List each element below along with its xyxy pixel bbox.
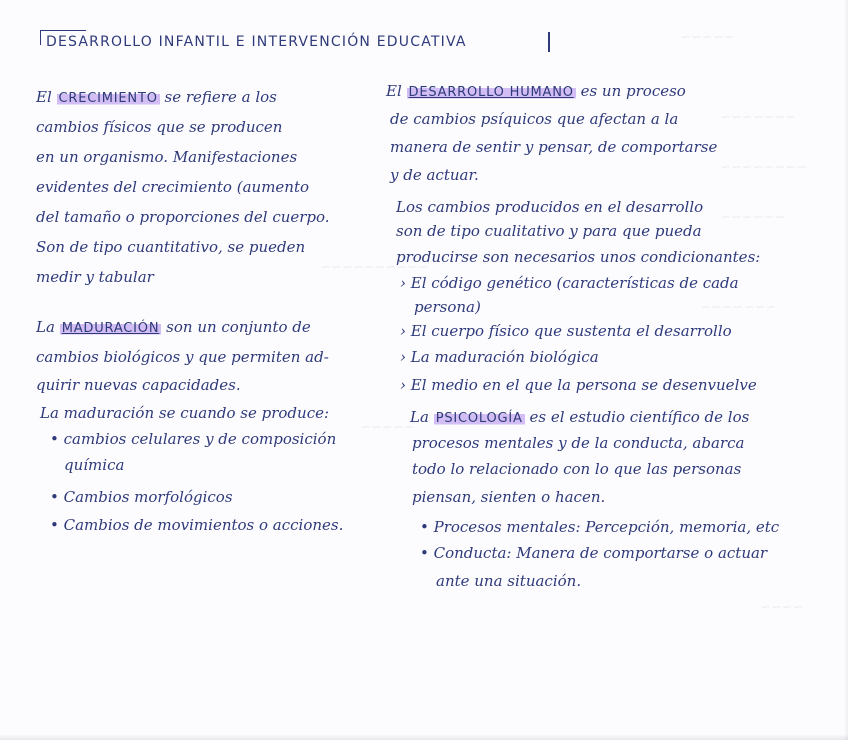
psicologia-text: es el estudio científico de los xyxy=(529,408,750,426)
bleed-through: ~~~~~ xyxy=(680,30,735,45)
bleed-through: ~~~~~~~ xyxy=(720,110,797,125)
maduracion-line: La maduración se cuando se produce: xyxy=(40,404,330,422)
maduracion-term: MADURACIÓN xyxy=(61,321,160,336)
desarrollo-prefix: El xyxy=(386,82,402,100)
crecimiento-line: Son de tipo cuantitativo, se pueden xyxy=(36,238,306,256)
maduracion-bullet: • cambios celulares y de composición xyxy=(50,430,337,448)
bleed-through: ~~~~~ xyxy=(360,420,415,435)
desarrollo-text: es un proceso xyxy=(580,82,686,100)
crecimiento-line: en un organismo. Manifestaciones xyxy=(36,148,298,166)
desarrollo-line: manera de sentir y pensar, de comportarse xyxy=(390,138,718,156)
crecimiento-term: CRECIMIENTO xyxy=(58,91,158,106)
crecimiento-line: cambios físicos que se producen xyxy=(36,118,283,136)
bleed-through: ~~~~~~ xyxy=(720,210,786,225)
crecimiento-prefix: El xyxy=(36,88,52,106)
condicionante-item: › El cuerpo físico que sustenta el desarrollo xyxy=(400,322,732,340)
desarrollo-line: Los cambios producidos en el desarrollo xyxy=(396,198,704,216)
bleed-through: ~~~~ xyxy=(760,600,804,615)
maduracion-line: quirir nuevas capacidades. xyxy=(36,376,241,394)
crecimiento-line: medir y tabular xyxy=(36,268,154,286)
maduracion-prefix: La xyxy=(36,318,55,336)
psicologia-prefix: La xyxy=(410,408,429,426)
bleed-through: ~~~~~~~~ xyxy=(720,160,808,175)
psicologia-line: piensan, sienten o hacen. xyxy=(412,488,606,506)
bleed-through: ~~~~~~~ xyxy=(700,300,777,315)
page-right-edge xyxy=(844,0,848,740)
desarrollo-line: son de tipo cualitativo y para que pueda xyxy=(396,222,702,240)
psicologia-line-0 xyxy=(410,410,749,425)
desarrollo-line: producirse son necesarios unos condicionantes: xyxy=(396,248,761,266)
page-title: DESARROLLO INFANTIL E INTERVENCIÓN EDUCATIVA xyxy=(46,34,467,50)
crecimiento-line: evidentes del crecimiento (aumento xyxy=(36,178,310,196)
maduracion-bullet: • Cambios de movimientos o acciones. xyxy=(50,516,344,534)
crecimiento-line: del tamaño o proporciones del cuerpo. xyxy=(36,208,330,226)
title-bracket xyxy=(548,32,550,52)
psicologia-bullet: • Procesos mentales: Percepción, memoria, etc xyxy=(420,518,780,536)
desarrollo-line: y de actuar. xyxy=(390,166,479,184)
maduracion-text: son un conjunto de xyxy=(166,318,311,336)
maduracion-bullet: química xyxy=(64,456,125,474)
condicionante-item: › El código genético (características de cada xyxy=(400,274,739,292)
psicologia-line: procesos mentales y de la conducta, abarca xyxy=(412,434,745,452)
psicologia-bullet: ante una situación. xyxy=(436,572,582,590)
maduracion-line-0 xyxy=(36,320,311,335)
psicologia-line: todo lo relacionado con lo que las personas xyxy=(412,460,742,478)
condicionante-item: › El medio en el que la persona se desenvuelve xyxy=(400,376,757,394)
psicologia-bullet: • Conducta: Manera de comportarse o actuar xyxy=(420,544,768,562)
desarrollo-line: de cambios psíquicos que afectan a la xyxy=(390,110,679,128)
psicologia-term: PSICOLOGÍA xyxy=(435,411,523,426)
page-bottom-edge xyxy=(0,734,848,740)
condicionante-item: › La maduración biológica xyxy=(400,348,599,366)
desarrollo-term: DESARROLLO HUMANO xyxy=(408,85,574,100)
condicionante-item: persona) xyxy=(414,298,481,316)
bleed-through: ~~~~~~~~~~ xyxy=(320,260,429,275)
maduracion-bullet: • Cambios morfológicos xyxy=(50,488,233,506)
crecimiento-line-0 xyxy=(36,90,277,105)
maduracion-line: cambios biológicos y que permiten ad- xyxy=(36,348,329,366)
desarrollo-line-0 xyxy=(386,84,686,99)
crecimiento-text: se refiere a los xyxy=(164,88,277,106)
